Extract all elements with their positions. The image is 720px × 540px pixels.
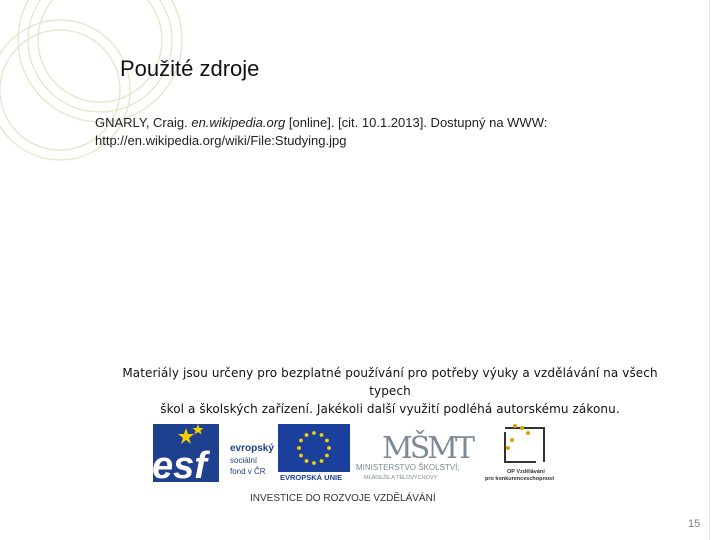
- eu-star: [312, 431, 316, 435]
- msmt-logo: [356, 430, 475, 481]
- esf-line-2: sociální: [230, 456, 258, 465]
- slide-title: Použité zdroje: [120, 56, 260, 81]
- op-logo: [485, 424, 554, 482]
- eu-star: [327, 446, 331, 450]
- eu-star: [312, 461, 316, 465]
- eu-flag-logo: [278, 424, 350, 482]
- eu-star: [305, 433, 309, 437]
- notice-line-1: Materiály jsou určeny pro bezplatné používání pro potřeby výuky a vzdělávání na všech typech: [122, 366, 658, 398]
- op-line-2: pro konkurenceschopnost: [485, 476, 555, 482]
- eu-star: [299, 454, 303, 458]
- funding-logos: [150, 418, 570, 508]
- page-number: 15: [688, 518, 701, 530]
- citation-url: http://en.wikipedia.org/wiki/File:Studying.jpg: [95, 133, 347, 148]
- eu-star: [320, 459, 324, 463]
- eu-star: [320, 433, 324, 437]
- esf-line-1: evropský: [230, 443, 274, 454]
- notice-line-2: škol a školských zařízení. Jakékoli další využití podléhá autorskému zákonu.: [160, 402, 620, 416]
- msmt-letters: MŠMT: [382, 431, 472, 466]
- right-divider: [709, 0, 710, 540]
- eu-star: [305, 459, 309, 463]
- eu-star: [325, 454, 329, 458]
- logos-tagline: INVESTICE DO ROZVOJE VZDĚLÁVÁNÍ: [250, 493, 436, 504]
- esf-logo: [152, 424, 274, 487]
- msmt-line-2: MLÁDEŽE A TĚLOVÝCHOVY: [364, 475, 438, 481]
- eu-label: EVROPSKÁ UNIE: [280, 473, 343, 482]
- citation-details: [online]. [cit. 10.1.2013]. Dostupný na WWW:: [285, 115, 548, 130]
- copyright-notice: [110, 364, 670, 418]
- esf-line-3: fond v ČR: [230, 467, 266, 476]
- citation: [95, 114, 655, 150]
- decorative-rings: [0, 0, 200, 200]
- msmt-line-1: MINISTERSTVO ŠKOLSTVÍ,: [356, 463, 460, 472]
- eu-star: [325, 439, 329, 443]
- op-line-1: OP Vzdělávání: [507, 469, 545, 475]
- citation-source: en.wikipedia.org: [191, 115, 286, 130]
- eu-star: [299, 439, 303, 443]
- esf-letters: esf: [152, 445, 207, 487]
- citation-author: GNARLY, Craig.: [95, 115, 192, 130]
- eu-star: [297, 446, 301, 450]
